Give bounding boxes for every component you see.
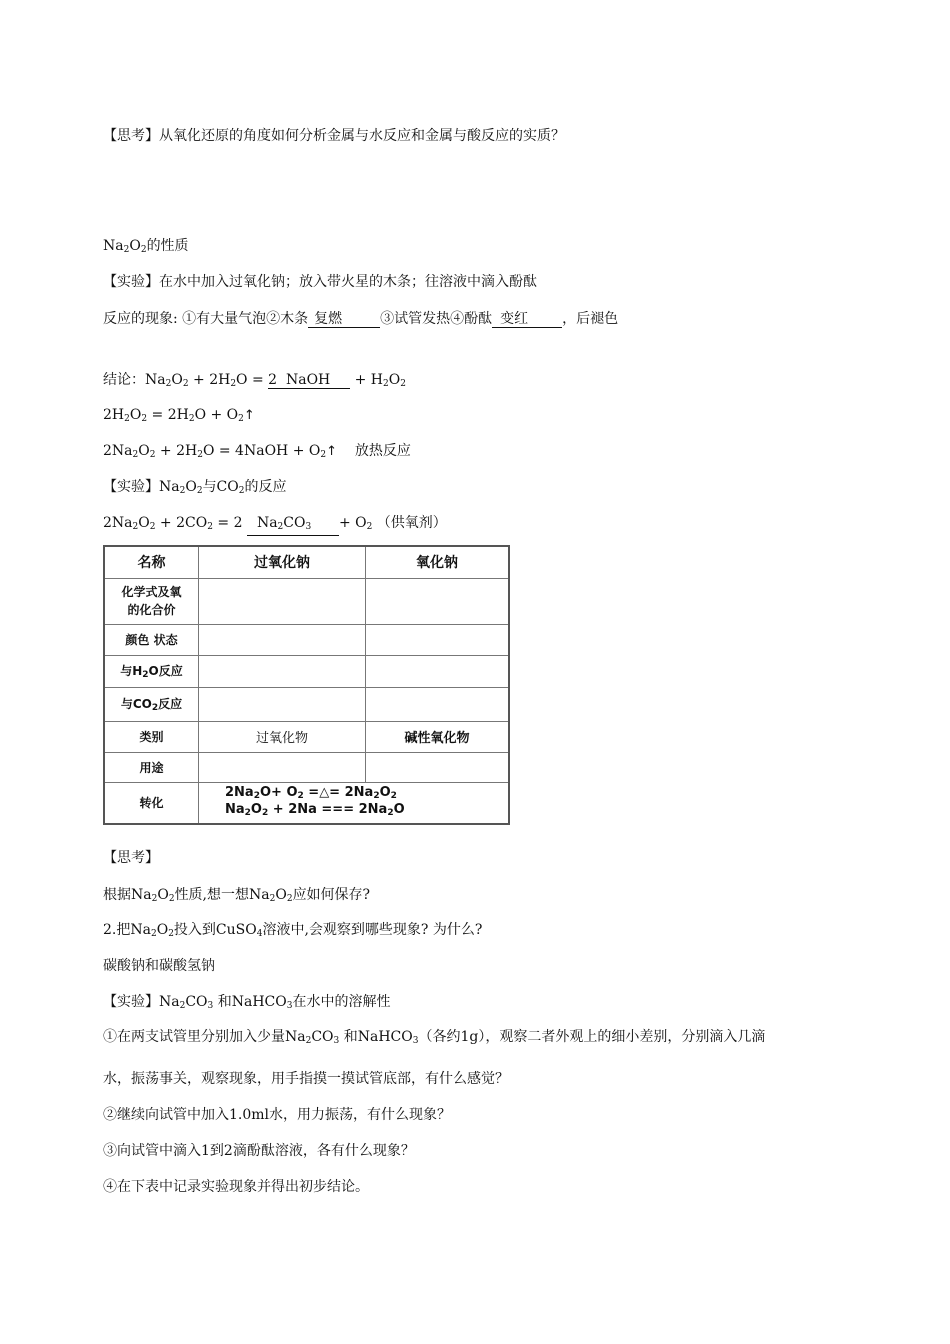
table-cell	[199, 687, 366, 721]
table-cell	[199, 624, 366, 655]
up-arrow-icon: ↑	[326, 444, 338, 459]
think-question-2: 根据$Na_2O_2$性质,想一想$Na_2O_2$应如何保存?	[103, 887, 371, 904]
step-1-continued: 水，振荡事关，观察现象，用手指摸一摸试管底部，有什么感觉？	[103, 1071, 509, 1087]
experiment-line-1: 【实验】在水中加入过氧化钠；放入带火星的木条；往溶液中滴入酚酞	[103, 274, 537, 290]
step-4: ④在下表中记录实验现象并得出初步结论。	[103, 1179, 369, 1195]
conversion-equations: $2Na_2O+ O_2$ =△= $2Na_2O_2$ $Na_2O_2 + 2Na$ === $2Na_2O$	[199, 782, 510, 824]
step-3: ③向试管中滴入1到2滴酚酞溶液，各有什么现象？	[103, 1143, 415, 1159]
step-1: ①在两支试管里分别加入少量$Na_2CO_3$ 和NaHCO$_3$（各约1g），观察二者外观上的细小差别，分别滴入几滴	[103, 1029, 766, 1046]
up-arrow-icon: ↑	[243, 408, 255, 423]
row-label-formula: 化学式及氧 的化合价	[104, 578, 199, 624]
table-header-name: 名称	[104, 546, 199, 578]
row-label-co2: 与$CO_2$反应	[104, 687, 199, 721]
experiment-line-2: 【实验】$Na_2O_2$与$CO_2$的反应	[103, 479, 287, 496]
think-question-3: 2.把$Na_2O_2$投入到CuSO$_4$溶液中,会观察到哪些现象? 为什么?	[103, 922, 483, 939]
row-label-category: 类别	[104, 721, 199, 752]
conclusion-line: 结论：$Na_2O_2 + 2H_2O = 2$ NaOH + $H_2O_2$	[103, 372, 406, 389]
table-cell	[366, 655, 510, 687]
phenomenon-line: 反应的现象: ①有大量气泡②木条 复燃 ③试管发热④酚酞 变红 ，后褪色	[103, 311, 619, 327]
think-question-1: 【思考】从氧化还原的角度如何分析金属与水反应和金属与酸反应的实质？	[103, 128, 565, 144]
equation-line-3: $2Na_2O_2 + 2H_2O$ = 4NaOH + $O_2↑$ 放热反应	[103, 443, 411, 460]
row-label-h2o: 与$H_2O$反应	[104, 655, 199, 687]
step-2: ②继续向试管中加入1.0ml水，用力振荡，有什么现象？	[103, 1107, 452, 1123]
experiment-line-3: 【实验】$Na_2CO_3$ 和NaHCO$_3$在水中的溶解性	[103, 994, 391, 1011]
table-cell	[199, 578, 366, 624]
think-heading-2: 【思考】	[103, 850, 159, 866]
table-cell: 过氧化物	[199, 721, 366, 752]
table-cell	[199, 655, 366, 687]
table-header-na2o2: 过氧化钠	[199, 546, 366, 578]
section-title-na2o2: $Na_2O_2$的性质	[103, 238, 189, 255]
equation-line-2: $2H_2O_2 = 2H_2O$ + $O_2↑$	[103, 407, 255, 424]
row-label-conversion: 转化	[104, 782, 199, 824]
table-header-na2o: 氧化钠	[366, 546, 510, 578]
row-label-use: 用途	[104, 752, 199, 782]
table-cell	[199, 752, 366, 782]
comparison-table	[103, 545, 510, 825]
row-label-color: 颜色 状态	[104, 624, 199, 655]
table-cell	[366, 687, 510, 721]
table-cell	[366, 752, 510, 782]
equation-line-4: $2Na_2O_2 + 2CO_2 = 2$ $Na_2CO_3 + O_2$ （供氧剂）	[103, 513, 447, 537]
table-cell	[366, 624, 510, 655]
table-cell	[366, 578, 510, 624]
table-cell: 碱性氧化物	[366, 721, 510, 752]
section-title-carbonates: 碳酸钠和碳酸氢钠	[103, 958, 215, 974]
